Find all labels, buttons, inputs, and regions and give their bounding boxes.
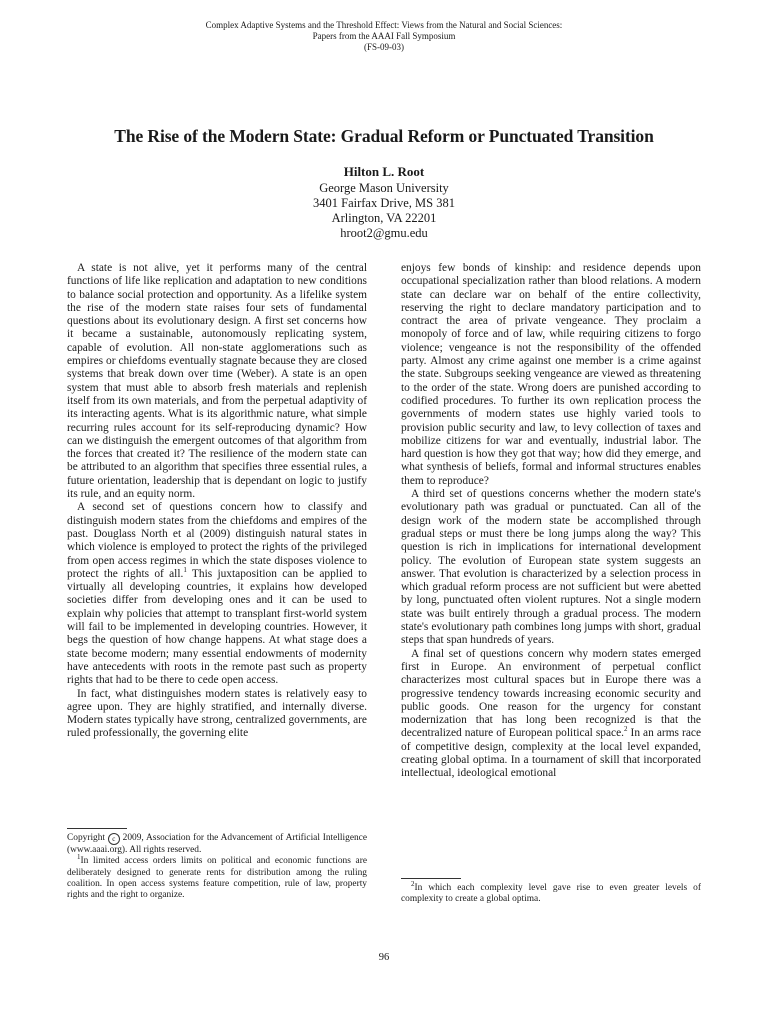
right-footnotes (401, 878, 701, 906)
paragraph-text: A final set of questions concern why modern states emerged first in Europe. An environment of perpetual conflict characterizes most cultural spaces but in Europe there was a progressive tendency towards increasing economic security and public goods. One reason for the urgency for constant modernization that has long been recognized is that the decentralized nature of European political space. (401, 647, 701, 740)
proceedings-header (0, 20, 768, 53)
footnote-marker: 1 (183, 566, 187, 575)
footnote-1 (67, 853, 367, 901)
left-footnotes (67, 828, 367, 901)
footnote-number: 1 (77, 853, 81, 862)
header-line-1: Complex Adaptive Systems and the Threshold Effect: Views from the Natural and Social Sciences: (205, 20, 563, 30)
paper-title: The Rise of the Modern State: Gradual Reform or Punctuated Transition (114, 126, 654, 146)
paragraph-text: A second set of questions concern how to classify and distinguish modern states from the chiefdoms and empires of the past. Douglass North et al (2009) distinguish natural states in which violence is employed to protect the rights of the privileged from open access regimes in which the state disposes violence to protect the rights of all. (67, 501, 367, 580)
copyright-text: Copyright (67, 833, 108, 843)
footnote-2 (401, 879, 701, 906)
author-name: Hilton L. Root (343, 164, 425, 179)
page-number: 96 (378, 952, 390, 963)
left-column (67, 262, 367, 741)
paragraph: A state is not alive, yet it performs many of the central functions of life like replication and adaptation to new conditions to balance social protection and opportunity. As a lifelike system the rise of the modern state raises four sets of fundamental questions about its evolutionary design. A first set concerns how it became a sustainable, autonomously replicating system, capable of evolution. All non-state agglomerations such as empires or chiefdoms eventually stagnate because they are closed systems that break down over time (Weber). A state is an open system that must able to absorb fresh materials and replenish itself from its own materials, and from the perpetual adaptivity of its interacting agents. What is its algorithmic nature, what simple recurring rules account for its self-reproducing dynamic? How can we distinguish the emergent outcomes of that algorithm from the forces that created it? The resilience of the modern state can be attributed to an algorithm that specifies three essential rules, a future orientation, leadership that is dependant on logic to justify its rule, and an equity norm. (67, 262, 367, 501)
author-block (0, 164, 768, 241)
footnote-rule (401, 878, 461, 879)
author-affiliation: George Mason University (319, 181, 449, 195)
footnote-text: In limited access orders limits on political and economic functions are deliberately designed to generate rents for distribution among the ruling coalition. In open access systems feature competition, rule of law, property rights and the right to organize. (67, 856, 367, 901)
footnote-number: 2 (411, 879, 415, 888)
header-line-3: (FS-09-03) (364, 42, 404, 52)
copyright-symbol-icon: c (108, 833, 120, 845)
paragraph-text: This juxtaposition can be applied to virtually all developing countries, it explains how developed societies differ from developing ones and it can be used to explain why policies that attempt to transplant first-world system will fail to be implemented in developing countries. However, it begs the question of how change happens. At what stage does a state become modern; many essential endowments of modernity have antecedents with roots in the remote past such as property rights that had to be there to cede open access. (67, 567, 367, 687)
paragraph: In fact, what distinguishes modern states is relatively easy to agree upon. They are highly stratified, and internally diverse. Modern states typically have strong, centralized governments, are ruled professionally, the governing elite (67, 687, 367, 740)
paragraph-text: In an arms race of competitive design, complexity at the local level expanded, creating global optima. In a tournament of skill that incorporated intellectual, ideological emotional (401, 727, 701, 780)
paragraph: A third set of questions concerns whether the modern state's evolutionary path was gradual or punctuated. Can all of the design work of the modern state be accomplished through gradual steps or must there be long jumps along the way? This question is rich in implications for international development policy. The evolution of European state system suggests an answer. That evolution is characterized by a selection process in which gradual reform process are not sufficient but were abetted by long, punctuated often violent ruptures. Not a single modern state was built entirely through a gradual process. The modern state's evolutionary path combines long jumps with short, gradual steps that span hundreds of years. (401, 488, 701, 647)
paragraph: enjoys few bonds of kinship: and residence depends upon occupational specialization rather than blood relations. A modern state can declare war on behalf of the entire collectivity, reserving the right to declare mandatory participation and to contract the area of private vengeance. They proclaim a monopoly of force and of law, while requiring citizens to forgo violence; vengeance is not the responsibility of the offended party. Almost any crime against one member is a crime against the state. Subgroups seeking vengeance are viewed as threatening to the order of the state. Wrong doers are punished according to codified procedures. To further its own replication process the governments of modern states use highly varied tools to provision public security and law, to levy collection of taxes and mobilize citizens for war and eventually, industrial labor. The hard question is how they got that way; how did they emerge, and what synthesis of beliefs, formal and informal structures enables them to reproduce? (401, 262, 701, 487)
right-column (401, 262, 701, 781)
footnote-text: In which each complexity level gave rise to even greater levels of complexity to create a global optima. (401, 883, 701, 905)
copyright-text: 2009, Association for the Advancement of Artificial Intelligence (www.aaai.org). All rights reserved. (67, 833, 367, 855)
copyright-notice (67, 833, 367, 856)
footnote-marker: 2 (623, 725, 628, 734)
author-address-line-1: 3401 Fairfax Drive, MS 381 (313, 196, 455, 210)
paragraph (67, 501, 367, 687)
footnote-rule (67, 828, 127, 829)
author-address-line-2: Arlington, VA 22201 (331, 211, 437, 225)
paragraph (401, 648, 701, 781)
header-line-2: Papers from the AAAI Fall Symposium (312, 31, 456, 41)
author-email: hroot2@gmu.edu (340, 226, 428, 240)
